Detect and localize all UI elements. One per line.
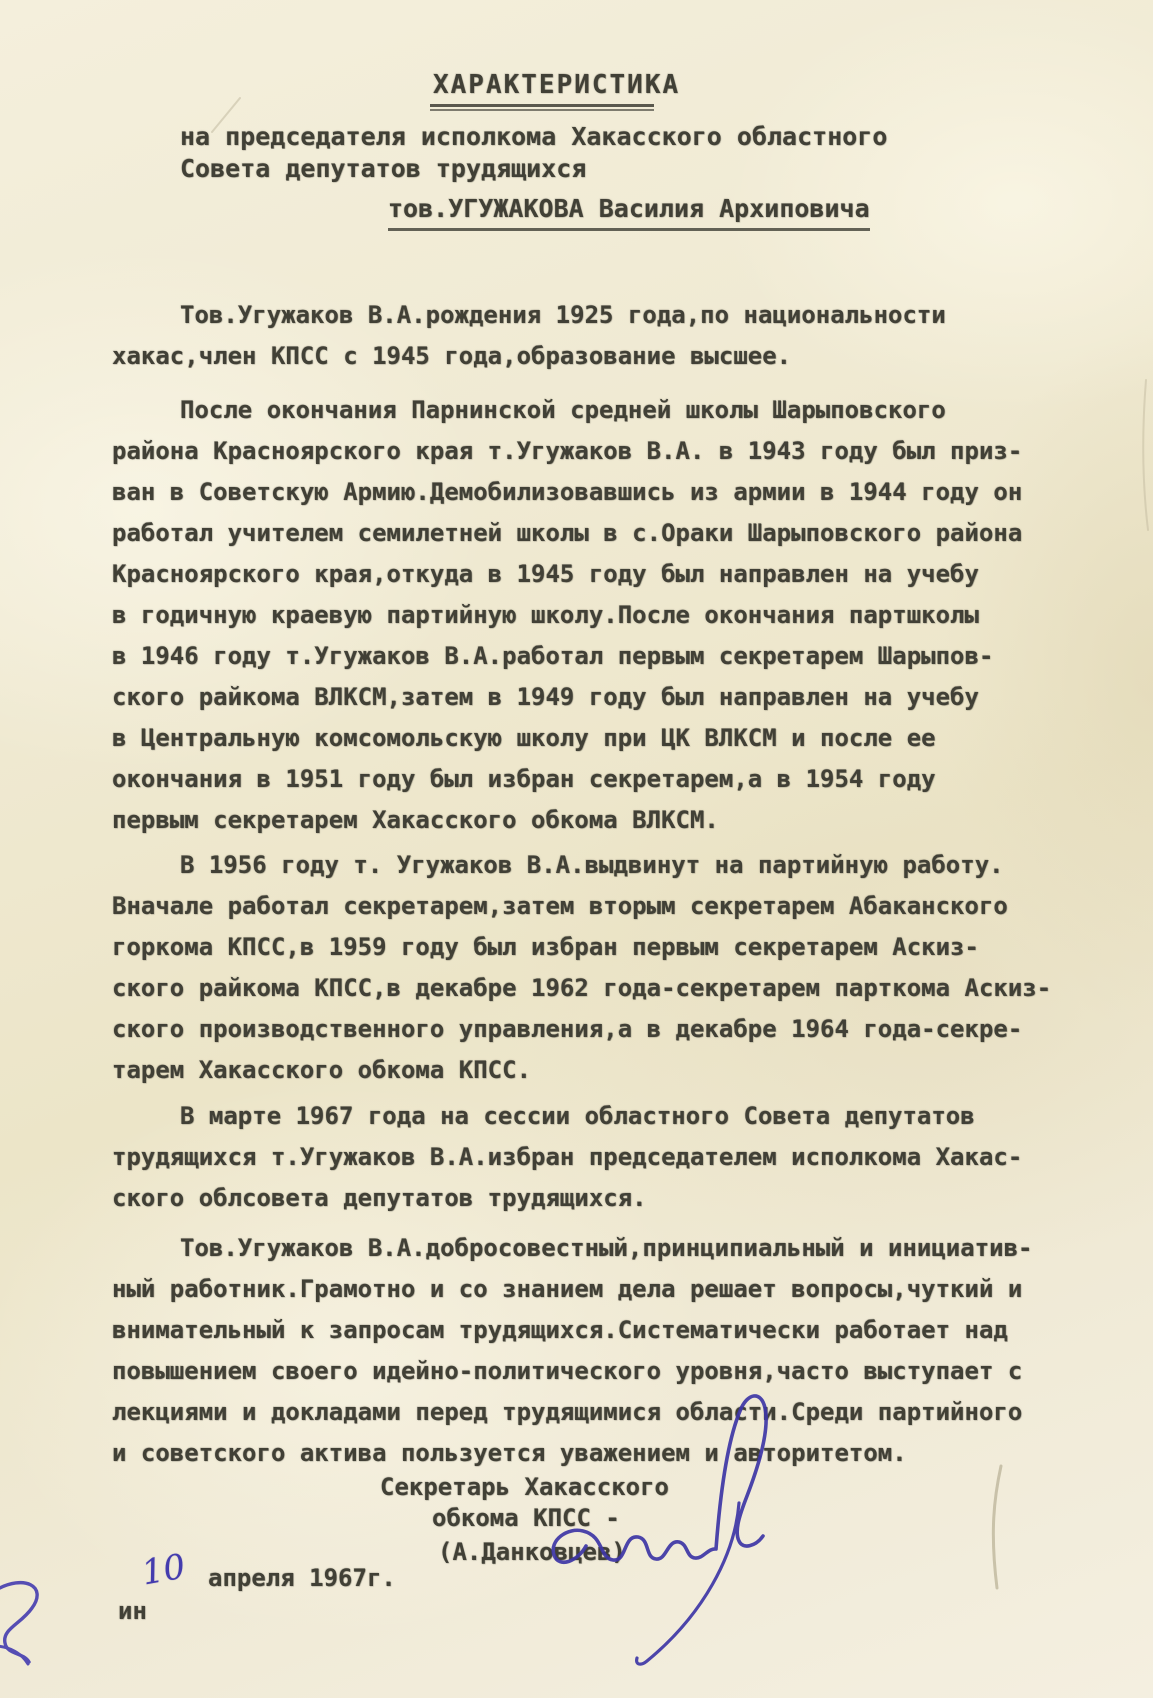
paragraph-1967-election <box>112 1096 1064 1219</box>
title-underline <box>430 104 654 111</box>
text-line: ского облсовета депутатов трудящихся. <box>112 1184 647 1212</box>
text-line: повышением своего идейно-политического уровня,часто выступает с <box>112 1357 1023 1385</box>
text-line: внимательный к запросам трудящихся.Систематически работает над <box>112 1316 1008 1344</box>
typed-date: апреля 1967г. <box>208 1564 396 1592</box>
text-line: ван в Советскую Армию.Демобилизовавшись из армии в 1944 году он <box>112 478 1023 506</box>
text-line: трудящихся т.Угужаков В.А.избран председателем исполкома Хакас- <box>112 1143 1023 1171</box>
text-line: и советского актива пользуется уважением и авторитетом. <box>112 1439 907 1467</box>
text-line: хакас,член КПСС с 1945 года,образование высшее. <box>112 342 792 370</box>
text-line: В 1956 году т. Угужаков В.А.выдвинут на партийную работу. <box>180 851 1004 879</box>
text-line: в годичную краевую партийную школу.После окончания партшколы <box>112 601 979 629</box>
text-line: в 1946 году т.Угужаков В.А.работал первым секретарем Шарыпов- <box>112 642 994 670</box>
text-line: Тов.Угужаков В.А.добросовестный,принципиальный и инициатив- <box>180 1234 1033 1262</box>
paragraph-early-career <box>112 390 1064 841</box>
text-line: После окончания Парнинской средней школы Шарыповского <box>180 396 946 424</box>
text-line: Вначале работал секретарем,затем вторым секретарем Абаканского <box>112 892 1008 920</box>
text-line: ского производственного управления,а в декабре 1964 года-секре- <box>112 1015 1023 1043</box>
text-line: работал учителем семилетней школы в с.Ораки Шарыповского района <box>112 519 1023 547</box>
text-line: ный работник.Грамотно и со знанием дела решает вопросы,чуткий и <box>112 1275 1023 1303</box>
document-title: ХАРАКТЕРИСТИКА <box>433 70 681 100</box>
text-line: первым секретарем Хакасского обкома ВЛКСМ. <box>112 806 719 834</box>
text-line: тарем Хакасского обкома КПСС. <box>112 1056 532 1084</box>
text-line: ского райкома КПСС,в декабре 1962 года-секретарем парткома Аскиз- <box>112 974 1052 1002</box>
text-line: лекциями и докладами перед трудящимися области.Среди партийного <box>112 1398 1023 1426</box>
text-line: В марте 1967 года на сессии областного Совета депутатов <box>180 1102 975 1130</box>
text-line: в Центральную комсомольскую школу при ЦК ВЛКСМ и после ее <box>112 724 936 752</box>
text-line: Тов.Угужаков В.А.рождения 1925 года,по национальности <box>180 301 946 329</box>
text-line: окончания в 1951 году был избран секретарем,а в 1954 году <box>112 765 936 793</box>
document-subtitle <box>180 121 887 185</box>
paragraph-party-career <box>112 845 1064 1091</box>
paragraph-personal-qualities <box>112 1228 1064 1474</box>
text-line: района Красноярского края т.Угужаков В.А. в 1943 году был приз- <box>112 437 1023 465</box>
signer-printed-name: (А.Данковцев) <box>438 1538 626 1566</box>
signer-role <box>380 1472 669 1534</box>
typist-initials: ин <box>118 1597 147 1625</box>
text-line: ского райкома ВЛКСМ,затем в 1949 году был направлен на учебу <box>112 683 979 711</box>
text-line: Секретарь Хакасского <box>380 1473 669 1501</box>
handwritten-date-day: 10 <box>138 1546 189 1594</box>
text-line: Совета депутатов трудящихся <box>180 154 587 183</box>
text-line: горкома КПСС,в 1959 году был избран первым секретарем Аскиз- <box>112 933 979 961</box>
paragraph-birth-info <box>112 295 1064 377</box>
addressee-line: тов.УГУЖАКОВА Василия Архиповича <box>388 194 870 231</box>
text-line: обкома КПСС - <box>432 1504 620 1532</box>
text-line: на председателя исполкома Хакасского областного <box>180 122 888 151</box>
text-line: Красноярского края,откуда в 1945 году был направлен на учебу <box>112 560 979 588</box>
